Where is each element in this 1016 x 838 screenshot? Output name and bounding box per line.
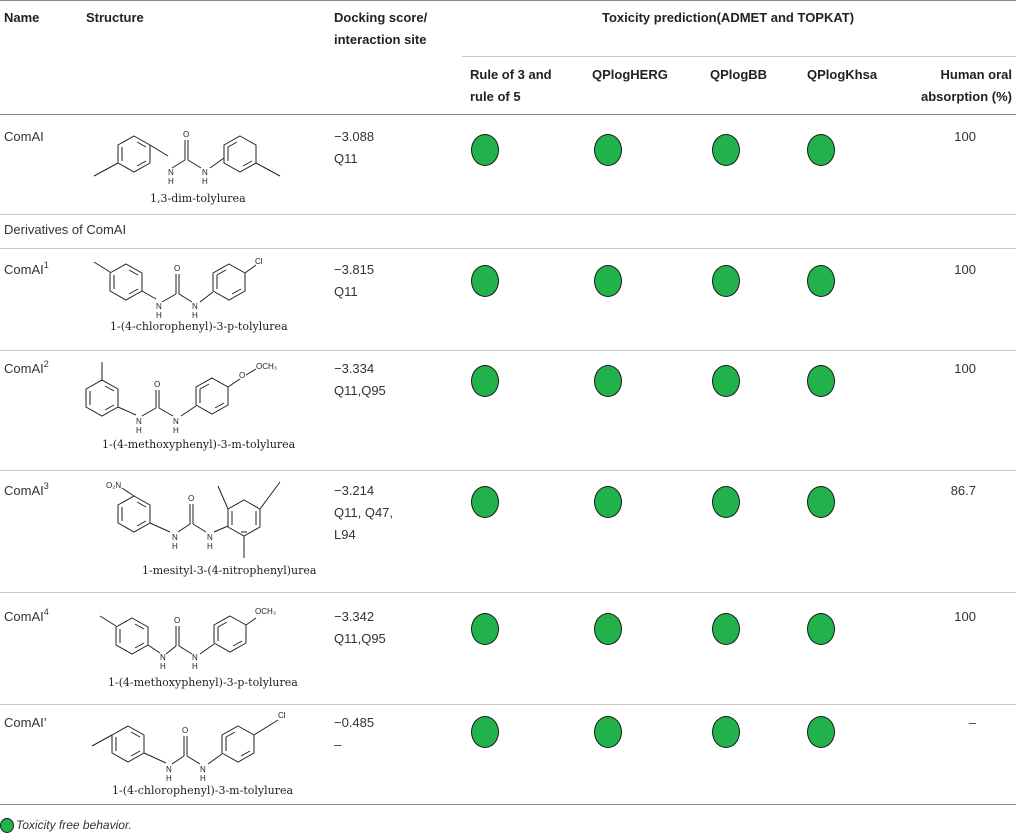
svg-text:H: H bbox=[156, 311, 162, 320]
bb-ok-indicator bbox=[712, 716, 740, 748]
row-divider bbox=[0, 592, 1016, 593]
table-footnote bbox=[0, 816, 132, 834]
rule-ok-indicator bbox=[471, 486, 499, 518]
herg-ok-indicator bbox=[594, 613, 622, 645]
row-hoa: 100 bbox=[954, 609, 976, 624]
row-docking: −3.088 Q11 bbox=[334, 129, 375, 166]
bb-ok-indicator bbox=[712, 613, 740, 645]
table-top-rule bbox=[0, 0, 1016, 1]
toxicity-group-rule bbox=[462, 56, 1016, 57]
svg-text:H: H bbox=[200, 774, 206, 783]
rule-ok-indicator bbox=[471, 716, 499, 748]
svg-text:O: O bbox=[174, 264, 181, 273]
row-hoa: 86.7 bbox=[950, 483, 976, 498]
khsa-ok-indicator bbox=[807, 486, 835, 518]
svg-text:N: N bbox=[160, 653, 166, 662]
row-name: ComAI$^4$ bbox=[4, 606, 49, 624]
bb-ok-indicator bbox=[712, 365, 740, 397]
svg-text:N: N bbox=[192, 653, 198, 662]
svg-text:OCH₃: OCH₃ bbox=[256, 362, 278, 371]
footnote-text: Toxicity free behavior. bbox=[16, 818, 132, 832]
svg-text:Cl: Cl bbox=[255, 257, 263, 266]
khsa-ok-indicator bbox=[807, 134, 835, 166]
khsa-ok-indicator bbox=[807, 365, 835, 397]
row-hoa: 100 bbox=[954, 262, 976, 277]
row-docking: −3.334 Q11,Q95 bbox=[334, 361, 386, 398]
svg-text:H: H bbox=[172, 542, 178, 551]
svg-text:H: H bbox=[202, 177, 208, 186]
structure-1-3-dim-tolylurea bbox=[80, 118, 320, 210]
svg-text:1,3-dim-tolylurea: 1,3-dim-tolylurea bbox=[150, 192, 246, 205]
bb-ok-indicator bbox=[712, 265, 740, 297]
header-human-oral-absorption: Human oral absorption (%) bbox=[921, 67, 1012, 104]
khsa-ok-indicator bbox=[807, 265, 835, 297]
svg-text:H: H bbox=[168, 177, 174, 186]
structure-chlorophenyl-m-tolylurea bbox=[80, 706, 320, 802]
herg-ok-indicator bbox=[594, 716, 622, 748]
row-divider bbox=[0, 470, 1016, 471]
svg-text:1-(4-methoxyphenyl)-3-p-tolylu: 1-(4-methoxyphenyl)-3-p-tolylurea bbox=[108, 676, 298, 689]
structure-methoxyphenyl-p-tolylurea bbox=[80, 598, 320, 694]
svg-text:H: H bbox=[207, 542, 213, 551]
row-docking: −3.342 Q11,Q95 bbox=[334, 609, 386, 646]
row-docking: −3.815 Q11 bbox=[334, 262, 375, 299]
svg-text:O₂N: O₂N bbox=[106, 481, 122, 490]
svg-text:O: O bbox=[239, 371, 246, 380]
row-name: ComAI’ bbox=[4, 715, 47, 730]
herg-ok-indicator bbox=[594, 265, 622, 297]
svg-text:N: N bbox=[202, 168, 208, 177]
svg-text:N: N bbox=[166, 765, 172, 774]
svg-text:H: H bbox=[173, 426, 179, 435]
table-bottom-rule bbox=[0, 804, 1016, 805]
svg-text:Cl: Cl bbox=[278, 711, 286, 720]
svg-text:N: N bbox=[168, 168, 174, 177]
svg-text:N: N bbox=[173, 417, 179, 426]
header-bottom-rule bbox=[0, 114, 1016, 115]
svg-text:N: N bbox=[207, 533, 213, 542]
svg-text:N: N bbox=[192, 302, 198, 311]
structure-chlorophenyl-p-tolylurea bbox=[80, 254, 320, 334]
header-structure: Structure bbox=[86, 10, 144, 25]
legend-green-dot-icon bbox=[0, 818, 14, 833]
svg-text:N: N bbox=[200, 765, 206, 774]
bb-ok-indicator bbox=[712, 486, 740, 518]
svg-text:O: O bbox=[154, 380, 161, 389]
herg-ok-indicator bbox=[594, 486, 622, 518]
svg-text:O: O bbox=[188, 494, 195, 503]
section-label: Derivatives of ComAI bbox=[4, 222, 127, 237]
row-name: ComAI$^1$ bbox=[4, 259, 49, 277]
row-name: ComAI bbox=[4, 129, 44, 144]
header-docking: Docking score/ interaction site bbox=[334, 10, 428, 47]
khsa-ok-indicator bbox=[807, 613, 835, 645]
structure-mesityl-nitrophenylurea bbox=[80, 474, 320, 584]
header-name: Name bbox=[4, 10, 40, 25]
herg-ok-indicator bbox=[594, 134, 622, 166]
khsa-ok-indicator bbox=[807, 716, 835, 748]
structure-methoxyphenyl-m-tolylurea bbox=[80, 352, 320, 458]
svg-text:N: N bbox=[136, 417, 142, 426]
svg-text:O: O bbox=[174, 616, 181, 625]
svg-text:H: H bbox=[192, 662, 198, 671]
row-divider bbox=[0, 704, 1016, 705]
row-hoa: – bbox=[968, 715, 976, 730]
rule-ok-indicator bbox=[471, 365, 499, 397]
svg-text:O: O bbox=[182, 726, 189, 735]
rule-ok-indicator bbox=[471, 265, 499, 297]
header-qploghERG: QPlogHERG bbox=[592, 67, 668, 82]
header-rule: Rule of 3 and rule of 5 bbox=[470, 67, 552, 104]
row-name: ComAI$^2$ bbox=[4, 358, 49, 376]
svg-text:H: H bbox=[136, 426, 142, 435]
header-toxicity-group: Toxicity prediction(ADMET and TOPKAT) bbox=[602, 10, 855, 25]
header-qplogbb: QPlogBB bbox=[710, 67, 768, 82]
header-qplogkhsa: QPlogKhsa bbox=[807, 67, 878, 82]
svg-text:1-(4-chlorophenyl)-3-m-tolylur: 1-(4-chlorophenyl)-3-m-tolylurea bbox=[112, 784, 294, 797]
row-docking: −3.214 Q11, Q47, L94 bbox=[334, 483, 394, 542]
svg-text:1-(4-chlorophenyl)-3-p-tolylur: 1-(4-chlorophenyl)-3-p-tolylurea bbox=[110, 320, 288, 333]
svg-text:N: N bbox=[172, 533, 178, 542]
svg-text:1-(4-methoxyphenyl)-3-m-tolylu: 1-(4-methoxyphenyl)-3-m-tolylurea bbox=[102, 438, 296, 451]
row-divider bbox=[0, 248, 1016, 249]
row-name: ComAI$^3$ bbox=[4, 480, 49, 498]
svg-text:H: H bbox=[166, 774, 172, 783]
bb-ok-indicator bbox=[712, 134, 740, 166]
row-hoa: 100 bbox=[954, 361, 976, 376]
row-docking: −0.485 – bbox=[334, 715, 375, 752]
svg-text:H: H bbox=[160, 662, 166, 671]
herg-ok-indicator bbox=[594, 365, 622, 397]
svg-text:H: H bbox=[192, 311, 198, 320]
rule-ok-indicator bbox=[471, 613, 499, 645]
row-hoa: 100 bbox=[954, 129, 976, 144]
row-divider bbox=[0, 350, 1016, 351]
svg-text:N: N bbox=[156, 302, 162, 311]
rule-ok-indicator bbox=[471, 134, 499, 166]
row-divider bbox=[0, 214, 1016, 215]
svg-text:O: O bbox=[183, 130, 190, 139]
svg-text:OCH₃: OCH₃ bbox=[255, 607, 277, 616]
svg-text:1-mesityl-3-(4-nitrophenyl)ure: 1-mesityl-3-(4-nitrophenyl)urea bbox=[142, 564, 317, 577]
